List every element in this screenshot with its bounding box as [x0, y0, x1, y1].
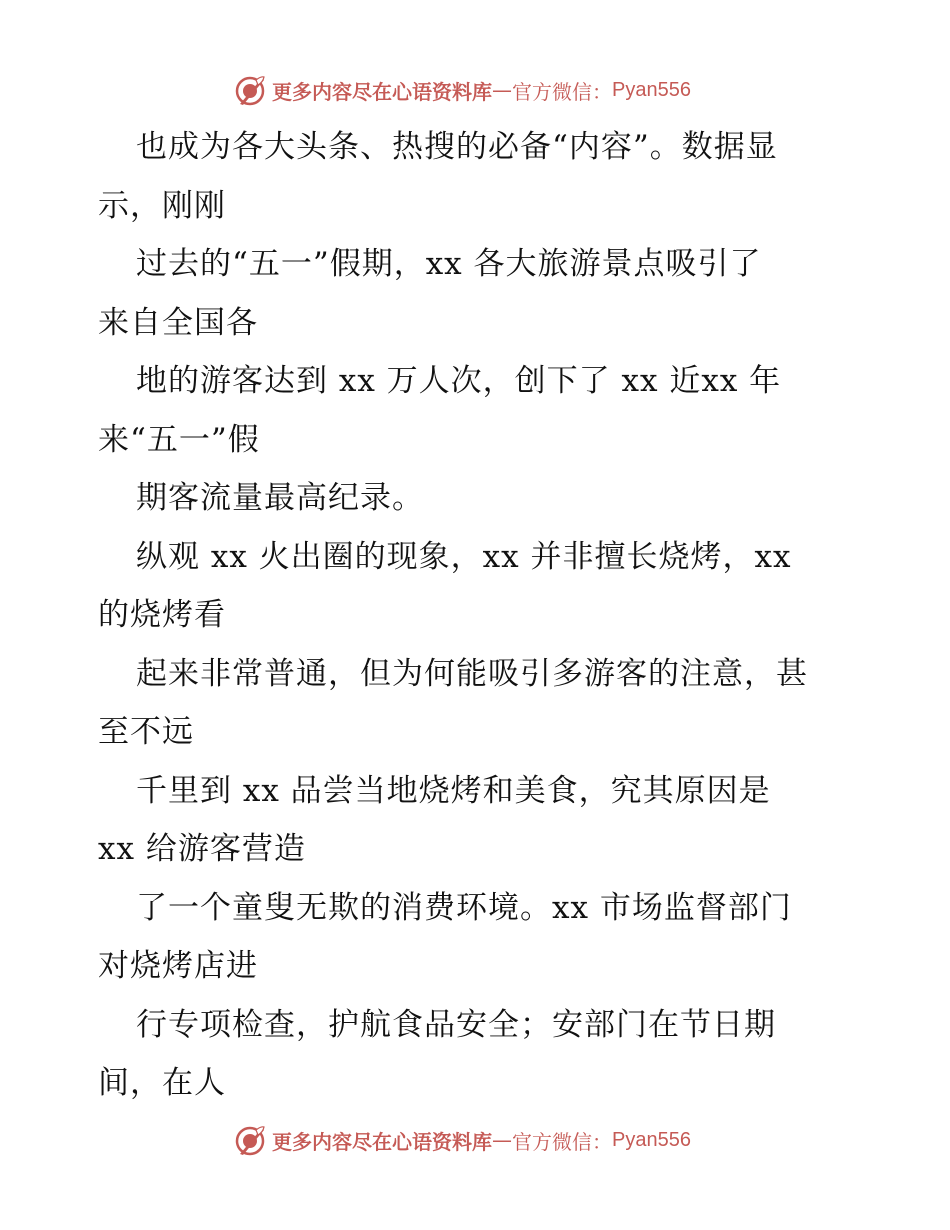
banner-dash: —	[492, 78, 512, 102]
text-line: 起来非常普通，但为何能吸引多游客的注意，甚	[136, 655, 808, 692]
banner-wechat-label: 官方微信：	[512, 79, 612, 104]
text-line: 的烧烤看	[98, 597, 226, 633]
text-line: 来“五一”假	[98, 421, 260, 458]
text-line: 至不远	[98, 714, 194, 750]
banner-site-text: 更多内容尽在心语资料库	[272, 79, 492, 104]
quill-logo-icon	[234, 1124, 266, 1156]
header-banner	[234, 72, 691, 108]
text-line: 期客流量最高纪录。	[136, 480, 424, 516]
banner-dash: —	[492, 1128, 512, 1152]
banner-wechat-id: Pyan556	[612, 1128, 691, 1151]
footer-banner	[234, 1122, 691, 1158]
document-body	[98, 118, 858, 1113]
banner-site-text: 更多内容尽在心语资料库	[272, 1129, 492, 1154]
text-line: 也成为各大头条、热搜的必备“内容”。数据显	[136, 129, 778, 165]
banner-wechat-id: Pyan556	[612, 78, 691, 101]
text-line: 纵观 xx 火出圈的现象，xx 并非擅长烧烤，xx	[136, 538, 792, 575]
text-line: 了一个童叟无欺的消费环境。xx 市场监督部门	[136, 889, 792, 926]
banner-wechat-label: 官方微信：	[512, 1129, 612, 1154]
text-line: 千里到 xx 品尝当地烧烤和美食，究其原因是	[136, 772, 771, 809]
text-line: 过去的“五一”假期，xx 各大旅游景点吸引了	[136, 246, 762, 282]
text-line: 行专项检查，护航食品安全；安部门在节日期	[136, 1006, 776, 1043]
text-line: 间，在人	[98, 1065, 226, 1101]
quill-logo-icon	[234, 74, 266, 106]
text-line: 地的游客达到 xx 万人次，创下了 xx 近xx 年	[136, 363, 782, 399]
text-line: 对烧烤店进	[98, 948, 258, 984]
text-line: 示，刚刚	[98, 187, 226, 224]
text-line: xx 给游客营造	[98, 831, 306, 867]
text-line: 来自全国各	[98, 304, 258, 341]
